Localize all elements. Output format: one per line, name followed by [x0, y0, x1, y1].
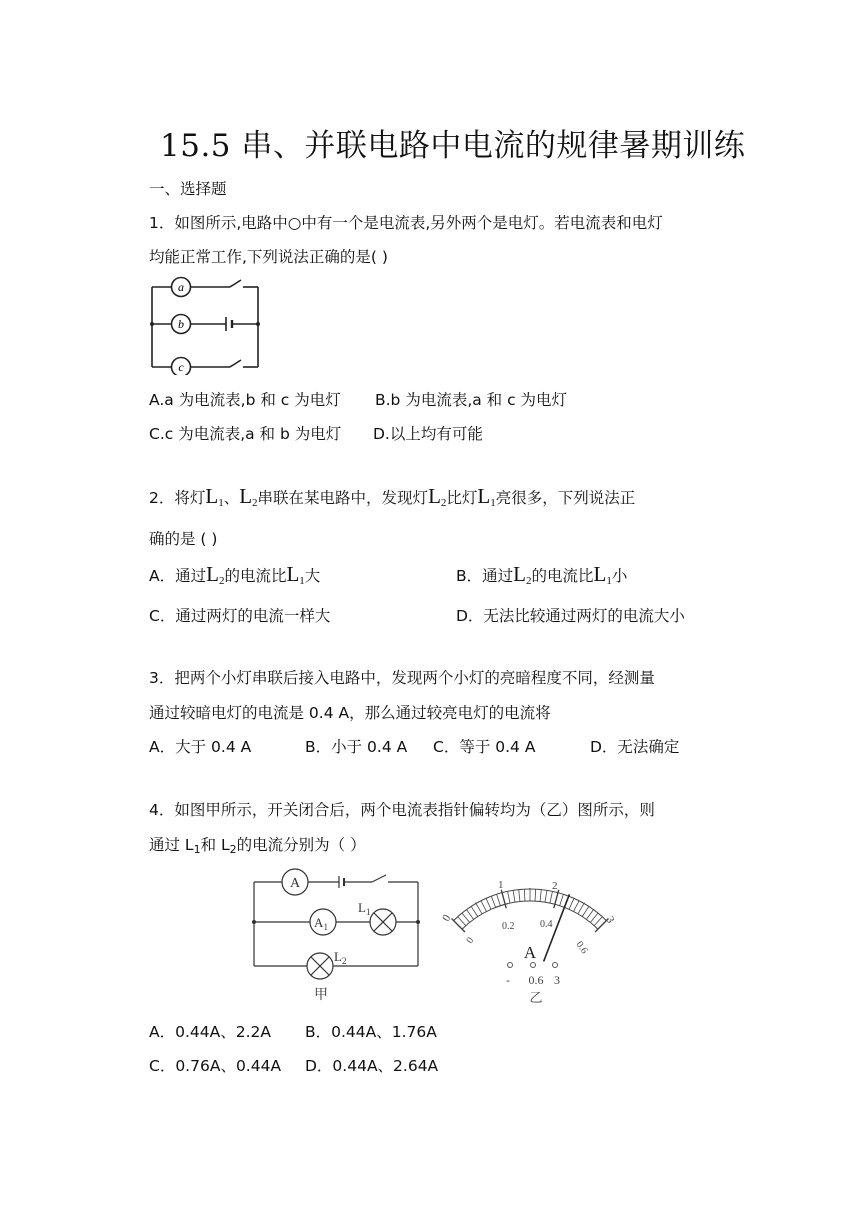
page-title: 15.5 串、并联电路中电流的规律暑期训练 [160, 128, 746, 164]
q2-sep: 、 [223, 489, 240, 507]
q4-option-b: B．0.44A、1.76A [305, 1023, 437, 1041]
q4-circuit-jia [248, 866, 428, 1006]
jia-meter-a1: $A_1$ [314, 915, 328, 932]
q2-option-a: A．通过$L_2$的电流比$L_1$大 [149, 562, 321, 587]
q3-option-b: B．小于 0.4 A [305, 738, 408, 756]
q2-line1 [149, 484, 635, 509]
terminal-minus: - [506, 973, 510, 987]
q2-text-1: 2．将灯 [149, 489, 206, 507]
q2-option-c: C．通过两灯的电流一样大 [149, 607, 331, 625]
q3-line1: 3．把两个小灯串联后接入电路中，发现两个小灯的亮暗程度不同，经测量 [149, 669, 655, 687]
q1-label-b: b [178, 317, 184, 331]
q2-option-b: B．通过$L_2$的电流比$L_1$小 [456, 562, 628, 587]
q2-text-4: 亮很多，下列说法正 [495, 489, 636, 507]
scale-top-3: 3 [603, 914, 617, 926]
q1-label-a: a [178, 280, 184, 294]
q3-option-c: C．等于 0.4 A [433, 738, 536, 756]
jia-meter-a: A [289, 876, 301, 891]
scale-top-2: 2 [552, 880, 558, 892]
q2-line2: 确的是 ( ) [149, 530, 218, 548]
q2-L1b: $L_1$ [477, 484, 496, 509]
q4-ammeter-yi [440, 872, 620, 1012]
q2-text-2: 串联在某电路中，发现灯 [257, 489, 429, 507]
section-heading: 一、选择题 [149, 180, 227, 198]
q2-L2: $L_2$ [239, 484, 258, 509]
q1-circuit-diagram [146, 275, 264, 375]
q4-line1: 4．如图甲所示，开关闭合后，两个电流表指针偏转均为（乙）图所示，则 [149, 801, 655, 819]
yi-caption: 乙 [529, 990, 543, 1005]
q4-option-d: D．0.44A、2.64A [305, 1057, 439, 1075]
q1-option-b: B.b 为电流表,a 和 c 为电灯 [375, 391, 568, 409]
q2-option-d: D．无法比较通过两灯的电流大小 [456, 607, 685, 625]
scale-bottom-06: 0.6 [573, 939, 590, 956]
jia-caption: 甲 [314, 988, 328, 1003]
scale-bottom-02: 0.2 [502, 921, 515, 932]
q2-L2b: $L_2$ [428, 484, 447, 509]
scale-top-1: 1 [498, 879, 504, 891]
q2-text-3: 比灯 [446, 489, 478, 507]
scale-top-0: 0 [440, 912, 454, 924]
ammeter-unit: A [523, 943, 537, 962]
q1-label-c: c [178, 360, 184, 374]
q1-line1: 1．如图所示,电路中○中有一个是电流表,另外两个是电灯。若电流表和电灯 [149, 214, 663, 232]
scale-bottom-04: 0.4 [540, 919, 553, 930]
q1-option-a: A.a 为电流表,b 和 c 为电灯 [149, 391, 341, 409]
q2-L1: $L_1$ [205, 484, 224, 509]
jia-lamp-l2: $L_2$ [334, 949, 347, 966]
q3-option-a: A．大于 0.4 A [149, 738, 252, 756]
jia-lamp-l1: $L_1$ [358, 900, 371, 917]
q1-option-c: C.c 为电流表,a 和 b 为电灯 [149, 425, 342, 443]
q3-line2: 通过较暗电灯的电流是 0.4 A，那么通过较亮电灯的电流将 [149, 704, 551, 722]
terminal-3: 3 [554, 973, 560, 987]
q1-line2: 均能正常工作,下列说法正确的是( ) [149, 248, 388, 266]
q1-option-d: D.以上均有可能 [373, 425, 483, 443]
terminal-06: 0.6 [528, 973, 544, 987]
q4-option-a: A．0.44A、2.2A [149, 1023, 271, 1041]
q3-option-d: D．无法确定 [590, 738, 680, 756]
q4-line2: 通过 $L_1$和 $L_2$的电流分别为（ ） [149, 836, 366, 856]
q4-option-c: C．0.76A、0.44A [149, 1057, 282, 1075]
scale-bottom-0: 0 [464, 935, 477, 946]
